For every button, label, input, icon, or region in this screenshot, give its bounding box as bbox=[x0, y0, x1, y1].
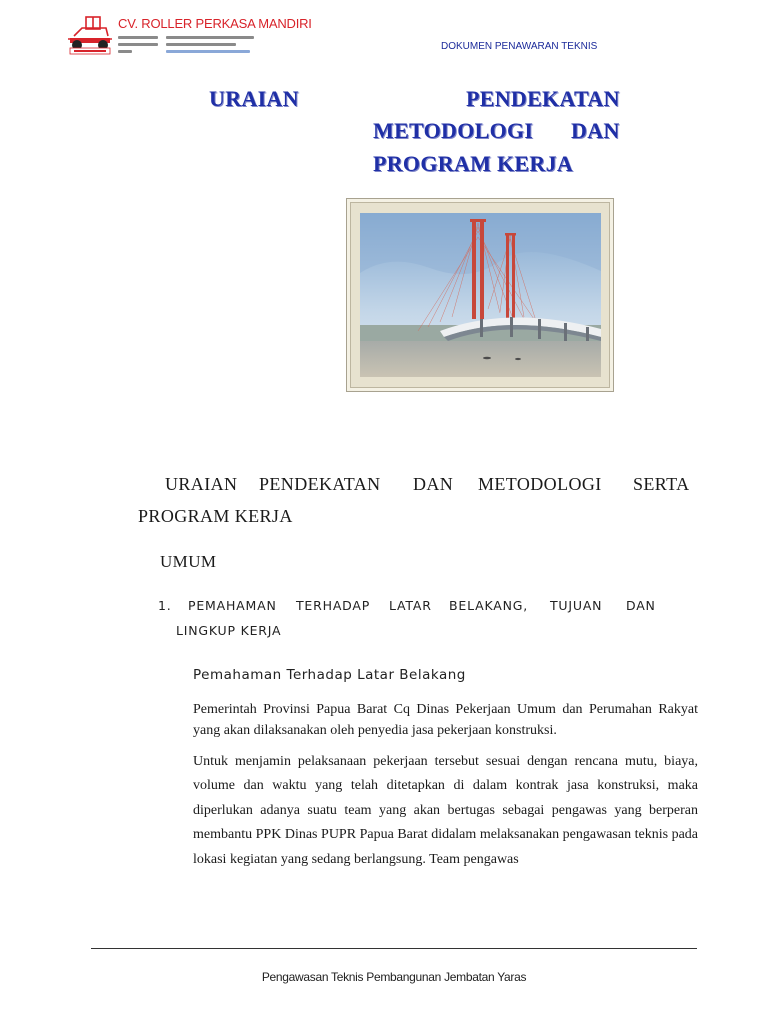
item-1-line-2: LINGKUP KERJA bbox=[176, 623, 282, 638]
item-1-number: 1. bbox=[158, 598, 172, 613]
section-title-word-3: DAN bbox=[413, 474, 454, 494]
cover-title-word-2: PENDEKATAN bbox=[466, 86, 620, 111]
subheading-latar-belakang: Pemahaman Terhadap Latar Belakang bbox=[193, 667, 466, 683]
company-logo bbox=[66, 14, 114, 56]
item-1-word-1: PEMAHAMAN bbox=[188, 598, 277, 613]
section-title-line-2: PROGRAM KERJA bbox=[138, 506, 293, 526]
company-name: CV. ROLLER PERKASA MANDIRI bbox=[118, 16, 312, 31]
bridge-photo bbox=[360, 213, 601, 377]
section-title-word-5: SERTA bbox=[633, 474, 690, 494]
cover-title-word-1: URAIAN bbox=[209, 86, 299, 111]
item-1-word-3: LATAR bbox=[389, 598, 432, 613]
section-title-word-4: METODOLOGI bbox=[478, 474, 602, 494]
footer-divider bbox=[91, 948, 697, 949]
item-1-word-5: TUJUAN bbox=[550, 598, 603, 613]
cover-title-line-3: PROGRAM KERJA bbox=[373, 151, 574, 176]
item-1-word-4: BELAKANG, bbox=[449, 598, 529, 613]
item-1-word-2: TERHADAP bbox=[296, 598, 371, 613]
section-title-word-2: PENDEKATAN bbox=[259, 474, 381, 494]
heading-umum: UMUM bbox=[160, 552, 217, 571]
cover-title-line-2-left: METODOLOGI bbox=[373, 118, 534, 143]
cover-title-line-2-right: DAN bbox=[571, 118, 620, 143]
paragraph-1: Pemerintah Provinsi Papua Barat Cq Dinas Pekerjaan Umum dan Perumahan Rakyat yang akan dilaksanakan oleh penyedia jasa pekerjaan konstruksi. bbox=[193, 702, 698, 738]
photo-frame bbox=[346, 198, 614, 392]
footer-text: Pengawasan Teknis Pembangunan Jembatan Yaras bbox=[261, 970, 527, 984]
paragraph-2: Untuk menjamin pelaksanaan pekerjaan tersebut sesuai dengan rencana mutu, biaya, volume dan waktu yang telah ditetapkan di dalam kontrak jasa konstruksi, maka diperlukan adanya suatu team yang akan bertugas sebagai pengawas yang berperan membantu PPK Dinas PUPR Papua Barat didalam melaksanakan pengawasan teknis pada lokasi kegiatan yang sedang berlangsung. Team pengawas bbox=[193, 754, 698, 867]
item-1-word-6: DAN bbox=[626, 598, 656, 613]
document-label: DOKUMEN PENAWARAN TEKNIS bbox=[441, 41, 598, 52]
section-title-word-1: URAIAN bbox=[165, 474, 238, 494]
